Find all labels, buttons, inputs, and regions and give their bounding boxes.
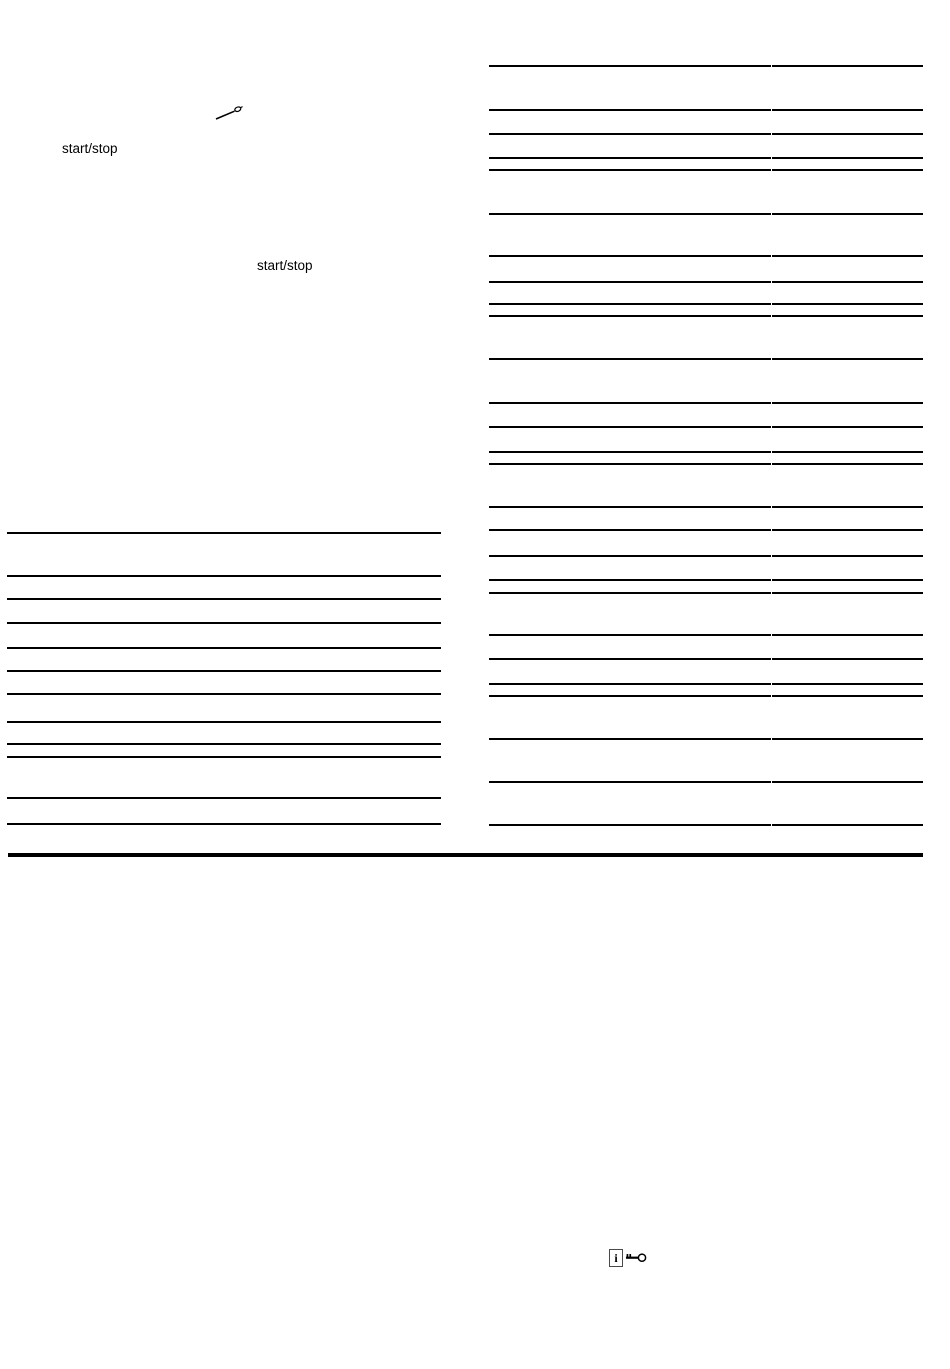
rule-line — [489, 738, 771, 740]
rule-line — [489, 426, 771, 428]
rule-line — [489, 634, 771, 636]
info-key-icon — [609, 1249, 647, 1267]
rule-line — [772, 303, 923, 305]
rule-line — [772, 738, 923, 740]
rule-line — [489, 555, 771, 557]
rule-line — [772, 555, 923, 557]
rule-line — [772, 579, 923, 581]
rule-line — [7, 670, 441, 672]
rule-line — [772, 529, 923, 531]
rule-line — [489, 824, 771, 826]
rule-line — [489, 65, 771, 67]
rule-line — [772, 592, 923, 594]
rule-line — [772, 781, 923, 783]
section-divider-rule — [8, 853, 923, 857]
start-stop-label-2: start/stop — [257, 258, 313, 273]
rule-line — [7, 721, 441, 723]
rule-line — [7, 797, 441, 799]
rule-line — [772, 426, 923, 428]
rule-line — [772, 506, 923, 508]
rule-line — [7, 823, 441, 825]
rule-line — [772, 315, 923, 317]
rule-line — [772, 358, 923, 360]
rule-line — [489, 451, 771, 453]
rule-line — [489, 781, 771, 783]
rule-line — [7, 575, 441, 577]
rule-line — [772, 658, 923, 660]
rule-line — [772, 683, 923, 685]
rule-line — [772, 402, 923, 404]
rule-line — [7, 743, 441, 745]
rule-line — [489, 579, 771, 581]
rule-line — [489, 683, 771, 685]
rule-line — [489, 169, 771, 171]
rule-line — [772, 65, 923, 67]
rule-line — [772, 157, 923, 159]
rule-line — [772, 463, 923, 465]
rule-line — [489, 133, 771, 135]
rule-line — [7, 598, 441, 600]
rule-line — [489, 281, 771, 283]
rule-line — [772, 109, 923, 111]
rule-line — [772, 133, 923, 135]
rule-line — [489, 157, 771, 159]
rule-line — [489, 529, 771, 531]
rule-line — [489, 213, 771, 215]
pen-icon — [214, 103, 246, 123]
rule-line — [489, 315, 771, 317]
rule-line — [7, 532, 441, 534]
rule-line — [489, 402, 771, 404]
rule-line — [772, 213, 923, 215]
rule-line — [772, 695, 923, 697]
key-icon — [626, 1252, 647, 1264]
rule-line — [772, 451, 923, 453]
rule-line — [489, 303, 771, 305]
rule-line — [772, 634, 923, 636]
rule-line — [772, 255, 923, 257]
rule-line — [772, 281, 923, 283]
rule-line — [489, 506, 771, 508]
rule-line — [489, 463, 771, 465]
rule-line — [7, 647, 441, 649]
rule-line — [7, 756, 441, 758]
start-stop-label-1: start/stop — [62, 141, 118, 156]
rule-line — [7, 693, 441, 695]
rule-line — [489, 109, 771, 111]
rule-line — [489, 592, 771, 594]
rule-line — [489, 658, 771, 660]
rule-line — [7, 622, 441, 624]
rule-line — [772, 824, 923, 826]
rule-line — [489, 255, 771, 257]
rule-line — [772, 169, 923, 171]
rule-line — [489, 358, 771, 360]
rule-line — [489, 695, 771, 697]
info-icon: i — [609, 1249, 623, 1267]
